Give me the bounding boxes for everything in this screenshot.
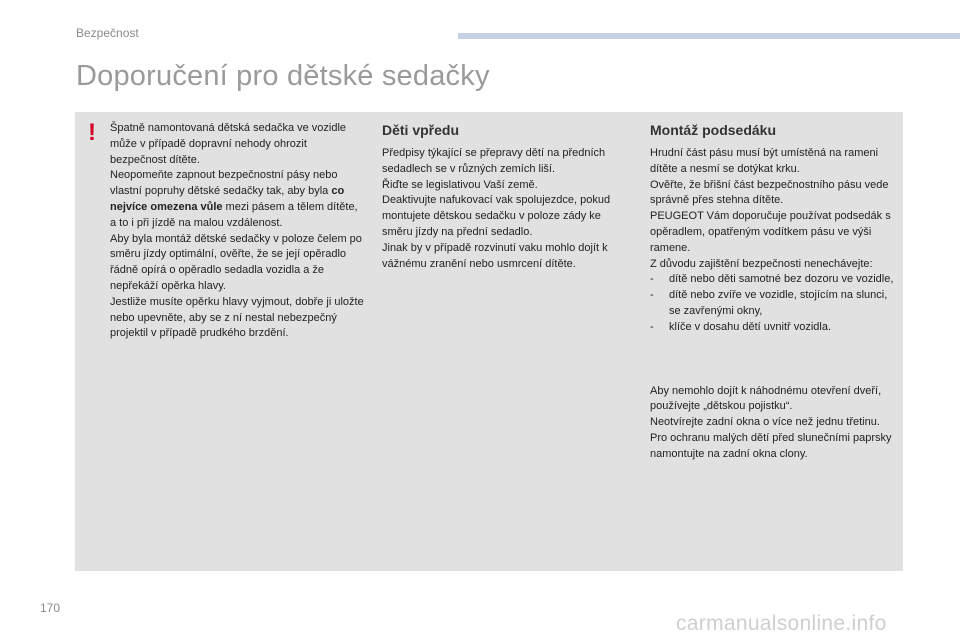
front-seat-heading: Děti vpředu [382, 122, 460, 138]
booster-paragraph-6: Neotvírejte zadní okna o více než jednu třetinu. [650, 416, 880, 429]
front-seat-column [382, 121, 634, 272]
page-title: Doporučení pro dětské sedačky [76, 60, 490, 92]
booster-paragraph-7: Pro ochranu malých dětí před slunečními paprsky namontujte na zadní okna clony. [650, 431, 892, 460]
bullet-text: dítě nebo děti samotné bez dozoru ve vozidle, [669, 273, 894, 286]
booster-paragraph-5: Aby nemohlo dojít k náhodnému otevření dveří, používejte „dětskou pojistku“. [650, 384, 882, 413]
front-paragraph-1: Předpisy týkající se přepravy dětí na předních sedadlech se v různých zemích liší. [382, 147, 606, 175]
front-paragraph-3: Deaktivujte nafukovací vak spolujezdce, pokud montujete dětskou sedačku v poloze zády ke směru jízdy na přední sedadlo. [382, 194, 611, 238]
warning-paragraph-3: Aby byla montáž dětské sedačky v poloze čelem po směru jízdy optimální, ověřte, že se její opěradlo řádně opírá o opěradlo sedadla vozidla a že nepřekáží opěrka hlavy. [110, 232, 362, 292]
front-paragraph-4: Jinak by v případě rozvinutí vaku mohlo dojít k vážnému zranění nebo usmrcení dítěte. [382, 241, 608, 270]
warning-paragraph-1: Špatně namontovaná dětská sedačka ve vozidle může v případě dopravní nehody ohrozit bezpečnost dítěte. [110, 122, 347, 166]
page-number: 170 [40, 601, 61, 615]
warning-column [110, 121, 365, 342]
warning-paragraph-2 [110, 168, 365, 231]
spacer [650, 336, 900, 384]
bullet-dash: - [650, 320, 654, 333]
section-label: Bezpečnost [76, 26, 139, 40]
bullet-dash: - [650, 289, 654, 302]
booster-bullet-list [650, 272, 900, 335]
bullet-text: klíče v dosahu dětí uvnitř vozidla. [669, 320, 832, 333]
front-paragraph-2: Řiďte se legislativou Vaší země. [382, 178, 538, 191]
bullet-dash: - [650, 273, 654, 286]
booster-paragraph-4: Z důvodu zajištění bezpečnosti nenechávejte: [650, 257, 873, 270]
booster-paragraph-2: Ověřte, že břišní část bezpečnostního pásu vede správně přes stehna dítěte. [650, 178, 889, 207]
warning-text-2a: Neopomeňte zapnout bezpečnostní pásy nebo vlastní popruhy dětské sedačky tak, aby byla [110, 169, 338, 198]
booster-column [650, 121, 900, 463]
warning-paragraph-4: Jestliže musíte opěrku hlavy vyjmout, dobře ji uložte nebo upevněte, aby se z ní nestal nebezpečný projektil v případě prudkého brzdění. [110, 295, 364, 340]
watermark: carmanualsonline.info [676, 612, 887, 635]
header-bar [458, 33, 960, 39]
exclamation-warning-icon: ! [88, 119, 96, 146]
bullet-text: dítě nebo zvíře ve vozidle, stojícím na slunci, se zavřenými okny, [669, 289, 888, 317]
booster-heading: Montáž podsedáku [650, 122, 777, 138]
booster-paragraph-3: PEUGEOT Vám doporučuje používat podsedák s opěradlem, opatřeným vodítkem pásu ve výši ramene. [650, 210, 891, 254]
booster-paragraph-1: Hrudní část pásu musí být umístěná na rameni dítěte a nesmí se dotýkat krku. [650, 147, 879, 175]
list-item [650, 272, 900, 288]
list-item [650, 288, 900, 320]
list-item [650, 320, 900, 336]
warning-emphasis: co nejvíce omezena vůle [110, 185, 345, 213]
warning-text-2b: mezi pásem a tělem dítěte, a to i při jízdě na malou vzdálenost. [110, 200, 358, 229]
